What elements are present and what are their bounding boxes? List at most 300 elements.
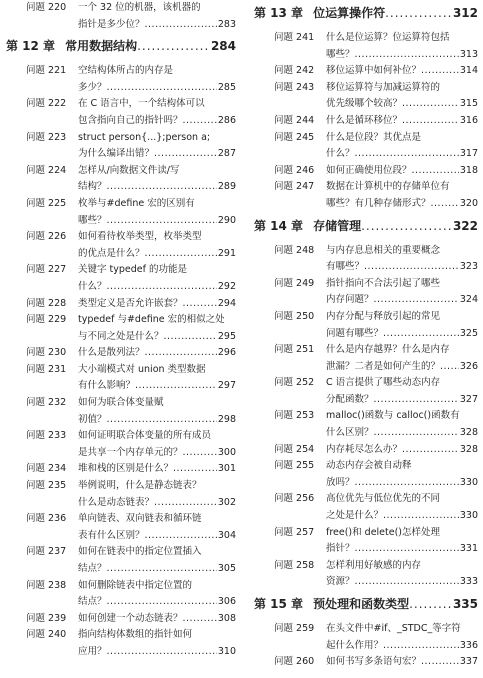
question-line: 结点？ [78, 563, 107, 574]
chapter-number: 第 14 章 [254, 218, 304, 233]
question-line: 单向链表、双向链表和循环链 [78, 513, 202, 525]
dot-leader [383, 326, 459, 343]
dot-leader [402, 442, 459, 459]
question-number: 问题 258 [274, 559, 315, 571]
question-text [326, 179, 478, 212]
page-number: 328 [459, 427, 478, 439]
page-number: 287 [217, 148, 236, 160]
question-text [326, 458, 478, 491]
question-line: 如何书写多条语句宏？ [326, 656, 422, 668]
entry-last-line [78, 412, 236, 429]
question-number: 问题 247 [274, 181, 315, 193]
chapter-title: 常用数据结构 [65, 39, 138, 54]
toc-entry[interactable] [254, 525, 478, 558]
dot-leader [107, 561, 217, 578]
entry-last-line [326, 292, 478, 309]
page-number: 300 [217, 446, 236, 458]
toc-entry[interactable] [6, 130, 236, 163]
dot-leader [135, 378, 217, 395]
page-number: 295 [217, 330, 236, 342]
toc-entry[interactable] [254, 442, 478, 459]
question-number: 问题 248 [274, 244, 315, 256]
question-number: 问题 238 [26, 579, 67, 591]
question-number: 问题 249 [274, 277, 315, 289]
question-text [326, 558, 478, 591]
question-line: struct person{...};person a; [78, 131, 211, 143]
question-line: 有什么影响？ [78, 380, 136, 392]
question-line: 怎样从/向数据文件读/写 [78, 164, 180, 176]
page-number: 296 [217, 347, 236, 359]
dot-leader [431, 196, 459, 213]
question-line: 如何创建一个动态链表？ [78, 612, 183, 624]
dot-leader [402, 113, 459, 130]
question-line: 如何看待枚举类型，枚举类型 [78, 231, 202, 243]
entry-last-line [78, 461, 236, 478]
question-number: 问题 242 [274, 65, 315, 77]
page-number: 291 [217, 247, 236, 259]
entry-last-line [326, 359, 478, 376]
entry-last-line [326, 508, 478, 525]
page-number: 310 [217, 645, 236, 657]
dot-leader [361, 219, 451, 233]
dot-leader [183, 611, 217, 628]
question-line: 堆和栈的区别是什么？ [78, 463, 174, 475]
question-number: 问题 239 [26, 612, 67, 624]
dot-leader [107, 279, 217, 296]
entry-last-line [326, 475, 478, 492]
entry-last-line [326, 638, 478, 655]
question-line: 什么？ [78, 280, 107, 292]
question-text [78, 478, 236, 511]
page-number: 313 [459, 48, 478, 60]
page-number: 315 [459, 98, 478, 110]
page-number: 318 [459, 164, 478, 176]
page-number: 283 [217, 18, 236, 30]
question-line: 多少？ [78, 81, 107, 93]
toc-entry[interactable] [254, 408, 478, 441]
dot-leader [107, 80, 217, 97]
toc-entry[interactable] [6, 312, 236, 345]
question-text [326, 113, 478, 130]
entry-last-line [326, 96, 478, 113]
question-text [78, 296, 236, 313]
dot-leader [409, 597, 451, 611]
page-number: 305 [217, 563, 236, 574]
question-line: malloc()函数与 calloc()函数有 [326, 410, 460, 422]
question-line: 分配函数？ [326, 393, 374, 405]
entry-last-line [326, 654, 478, 671]
question-number: 问题 231 [26, 363, 67, 375]
entry-last-line [78, 113, 236, 130]
toc-entry[interactable] [254, 113, 478, 130]
toc-entry[interactable] [6, 96, 236, 129]
dot-leader [154, 495, 217, 512]
question-number: 问题 256 [274, 493, 315, 505]
page-number: 328 [459, 443, 478, 455]
question-number: 问题 250 [274, 310, 315, 322]
question-number: 问题 244 [274, 114, 315, 126]
question-number: 问题 241 [274, 32, 315, 43]
toc-entry[interactable] [6, 296, 236, 313]
toc-entry[interactable] [254, 243, 478, 276]
toc-entry[interactable] [254, 558, 478, 591]
question-line: 结点？ [78, 596, 107, 608]
question-line: 在 C 语言中，一个结构体可以 [78, 98, 205, 110]
dot-leader [107, 644, 217, 661]
toc-entry[interactable] [6, 395, 236, 428]
question-line: 初值？ [78, 413, 107, 425]
question-line: 内存问题？ [326, 294, 374, 306]
page-number: 302 [217, 496, 236, 508]
question-line: 是共享一个内存单元的？ [78, 446, 183, 458]
question-line: 指针是多少位？ [78, 18, 145, 30]
toc-entry[interactable] [6, 428, 236, 461]
toc-column-right [254, 0, 478, 671]
question-line: 枚举与#define 宏的区别有 [78, 197, 195, 209]
question-number: 问题 234 [26, 463, 67, 475]
question-line: 内存分配与释放引起的常见 [326, 310, 441, 322]
question-number: 问题 259 [274, 623, 315, 634]
question-text [326, 63, 478, 80]
question-number: 问题 225 [26, 197, 67, 209]
question-line: 空结构体所占的内存是 [78, 65, 174, 77]
chapter-number: 第 15 章 [254, 597, 304, 611]
toc-entry[interactable] [254, 276, 478, 309]
question-text [326, 30, 478, 63]
question-text [78, 544, 236, 577]
question-line: 应用？ [78, 645, 107, 657]
question-text [78, 163, 236, 196]
page-number: 289 [217, 181, 236, 193]
toc-entry[interactable] [254, 179, 478, 212]
question-number: 问题 224 [26, 164, 67, 176]
toc-entry[interactable] [254, 342, 478, 375]
toc-entry[interactable] [6, 611, 236, 628]
question-line: 内存耗尽怎么办？ [326, 443, 403, 455]
question-line: 表有什么区别？ [78, 529, 145, 541]
toc-entry[interactable] [6, 544, 236, 577]
entry-last-line [78, 179, 236, 196]
question-number: 问题 222 [26, 98, 67, 110]
toc-entry[interactable] [254, 163, 478, 180]
entry-last-line [326, 541, 478, 558]
question-line: 哪些？ [78, 214, 107, 226]
question-text [78, 312, 236, 345]
dot-leader [412, 163, 459, 180]
question-line: 什么是散列法？ [78, 347, 145, 359]
page-number: 317 [459, 148, 478, 160]
question-line: 起什么作用？ [326, 639, 384, 651]
question-number: 问题 260 [274, 656, 315, 668]
dot-leader [355, 541, 459, 558]
question-line: 指针指向不合法引起了哪些 [326, 277, 441, 289]
question-line: 指针？ [326, 543, 355, 555]
dot-leader [374, 392, 459, 409]
entry-last-line [78, 561, 236, 578]
page-number: 312 [452, 6, 478, 20]
page-number: 316 [459, 114, 478, 126]
entry-last-line [78, 213, 236, 230]
page-number: 286 [217, 114, 236, 126]
toc-entry[interactable] [6, 627, 236, 660]
entry-last-line [326, 574, 478, 591]
entry-last-line [78, 378, 236, 395]
chapter-heading[interactable] [6, 37, 236, 59]
dot-leader [421, 654, 459, 671]
toc-entry[interactable] [6, 63, 236, 96]
entry-last-line [78, 611, 236, 628]
question-line: 动态内存会被自动释 [326, 460, 412, 472]
question-number: 问题 255 [274, 460, 315, 472]
question-text [326, 621, 478, 654]
toc-entry[interactable] [6, 578, 236, 611]
question-text [326, 342, 478, 375]
toc-entry[interactable] [254, 80, 478, 113]
chapter-title: 位运算操作符 [313, 6, 386, 20]
toc-entry[interactable] [254, 130, 478, 163]
question-text [78, 611, 236, 628]
question-line: 一个 32 位的机器，该机器的 [78, 2, 201, 13]
question-text [326, 408, 478, 441]
dot-leader [364, 259, 459, 276]
toc-entry[interactable] [6, 0, 236, 33]
question-line: 怎样利用好敏感的内存 [326, 559, 422, 571]
entry-last-line [326, 326, 478, 343]
page-number: 335 [452, 597, 478, 611]
question-number: 问题 245 [274, 131, 315, 143]
question-number: 问题 221 [26, 65, 67, 77]
dot-leader [107, 179, 217, 196]
question-text [78, 96, 236, 129]
dot-leader [383, 508, 459, 525]
question-text [78, 511, 236, 544]
question-number: 问题 223 [26, 131, 67, 143]
page-number: 301 [217, 463, 236, 475]
question-line: 有哪些？ [326, 261, 365, 273]
question-line: 数据在计算机中的存储单位有 [326, 181, 450, 193]
chapter-title: 预处理和函数类型 [313, 597, 410, 611]
question-line: 指向结构体数组的指针如何 [78, 629, 193, 641]
dot-leader [355, 47, 459, 64]
entry-last-line [78, 445, 236, 462]
entry-last-line [326, 146, 478, 163]
entry-last-line [326, 113, 478, 130]
question-line: 之处是什么？ [326, 510, 384, 522]
question-number: 问题 253 [274, 410, 315, 422]
toc-entry[interactable] [254, 621, 478, 654]
chapter-number: 第 13 章 [254, 6, 304, 20]
chapter-heading[interactable] [254, 4, 478, 26]
question-line: 哪些？ [326, 48, 355, 60]
entry-last-line [78, 279, 236, 296]
entry-last-line [78, 345, 236, 362]
entry-last-line [326, 63, 478, 80]
toc-entry[interactable] [6, 262, 236, 295]
question-text [326, 491, 478, 524]
question-number: 问题 246 [274, 164, 315, 176]
question-number: 问题 226 [26, 231, 67, 243]
toc-entry[interactable] [6, 478, 236, 511]
entry-last-line [326, 259, 478, 276]
dot-leader [145, 246, 217, 263]
question-line: 在头文件中#if、_STDC_等字符 [326, 623, 461, 634]
dot-leader [374, 425, 459, 442]
question-text [78, 578, 236, 611]
question-line: 关键字 typedef 的功能是 [78, 264, 187, 276]
entry-last-line [326, 442, 478, 459]
dot-leader [355, 475, 459, 492]
toc-entry[interactable] [6, 461, 236, 478]
page-number: 330 [459, 476, 478, 488]
question-number: 问题 254 [274, 443, 315, 455]
question-number: 问题 252 [274, 377, 315, 389]
question-text [326, 163, 478, 180]
question-text [326, 80, 478, 113]
toc-entry[interactable] [254, 458, 478, 491]
entry-last-line [78, 17, 236, 34]
question-text [78, 461, 236, 478]
question-number: 问题 235 [26, 480, 67, 492]
dot-leader [173, 461, 217, 478]
entry-last-line [78, 528, 236, 545]
question-line: 结构？ [78, 181, 107, 193]
question-text [78, 0, 236, 33]
question-line: 移位运算符与加减运算符的 [326, 81, 441, 93]
question-line: 的优点是什么？ [78, 247, 145, 259]
question-line: 什么是动态链表？ [78, 496, 155, 508]
question-line: 什么是内存越界？什么是内存 [326, 344, 450, 356]
page-number: 285 [217, 81, 236, 93]
question-line: 什么？ [326, 148, 355, 160]
question-text [78, 63, 236, 96]
page-number: 323 [459, 261, 478, 273]
page-number: 327 [459, 393, 478, 405]
chapter-number: 第 12 章 [6, 39, 56, 54]
entry-last-line [326, 47, 478, 64]
dot-leader [355, 146, 459, 163]
page-number: 331 [459, 543, 478, 555]
question-text [78, 196, 236, 229]
question-line: 类型定义是否允许嵌套？ [78, 297, 183, 309]
question-text [78, 395, 236, 428]
toc-entry[interactable] [6, 196, 236, 229]
page-number: 314 [459, 65, 478, 77]
page-number: 325 [459, 327, 478, 339]
page-number: 294 [217, 297, 236, 309]
question-text [78, 627, 236, 660]
question-line: 如何为联合体变量赋 [78, 397, 164, 409]
question-text [326, 276, 478, 309]
page-number: 336 [459, 639, 478, 651]
entry-last-line [326, 196, 478, 213]
dot-leader [183, 113, 217, 130]
question-text [78, 428, 236, 461]
question-line: 与不同之处是什么？ [78, 330, 164, 342]
question-line: typedef 与#define 宏的相似之处 [78, 314, 225, 326]
toc-entry[interactable] [6, 163, 236, 196]
dot-leader [183, 445, 217, 462]
question-line: 资源？ [326, 576, 355, 588]
question-line: 泄漏？二者是如何产生的？ [326, 360, 441, 372]
question-line: 什么是位段？其优点是 [326, 131, 422, 143]
question-line: 与内存息息相关的重要概念 [326, 244, 441, 256]
entry-last-line [78, 80, 236, 97]
dot-leader [383, 638, 459, 655]
dot-leader [137, 39, 209, 53]
toc-entry[interactable] [6, 362, 236, 395]
toc-entry[interactable] [254, 309, 478, 342]
entry-last-line [78, 594, 236, 611]
chapter-heading[interactable] [254, 595, 478, 617]
dot-leader [107, 412, 217, 429]
question-line: 移位运算中如何补位？ [326, 65, 422, 77]
question-text [326, 442, 478, 459]
question-number: 问题 232 [26, 397, 67, 409]
question-number: 问题 237 [26, 546, 67, 558]
page-number: 297 [217, 380, 236, 392]
toc-entry[interactable] [254, 63, 478, 80]
question-line: 哪些？有几种存储形式？ [326, 197, 431, 209]
question-text [326, 375, 478, 408]
page-number: 337 [459, 656, 478, 668]
entry-last-line [78, 146, 236, 163]
entry-last-line [78, 644, 236, 661]
toc-entry[interactable] [254, 375, 478, 408]
page-number: 308 [217, 612, 236, 624]
dot-leader [107, 594, 217, 611]
entry-last-line [326, 392, 478, 409]
question-line: 什么是位运算？位运算符包括 [326, 32, 450, 43]
question-line: C 语言提供了哪些动态内存 [326, 377, 441, 389]
page-number: 292 [217, 280, 236, 292]
entry-last-line [326, 163, 478, 180]
question-line: 包含指向自己的指针吗？ [78, 114, 183, 126]
question-line: 高位优先与低位优先的不同 [326, 493, 441, 505]
dot-leader [355, 574, 459, 591]
dot-leader [154, 146, 217, 163]
question-line: 如何正确使用位段？ [326, 164, 412, 176]
toc-entry[interactable] [6, 511, 236, 544]
question-text [326, 309, 478, 342]
question-number: 问题 228 [26, 297, 67, 309]
question-number: 问题 236 [26, 513, 67, 525]
toc-entry[interactable] [254, 30, 478, 63]
entry-last-line [78, 495, 236, 512]
question-line: 大小端模式对 union 类型数据 [78, 363, 206, 375]
question-line: 为什么编译出错？ [78, 148, 155, 160]
toc-entry[interactable] [254, 491, 478, 524]
chapter-title: 存储管理 [313, 218, 362, 233]
chapter-heading[interactable] [254, 217, 478, 239]
toc-entry[interactable] [254, 654, 478, 671]
question-line: 举例说明，什么是静态链表？ [78, 480, 202, 492]
page-number: 333 [459, 576, 478, 588]
question-line: 问题有哪些？ [326, 327, 384, 339]
dot-leader [164, 329, 217, 346]
dot-leader [145, 17, 217, 34]
toc-entry[interactable] [6, 345, 236, 362]
entry-last-line [78, 246, 236, 263]
dot-leader [183, 296, 217, 313]
question-line: 如何在链表中的指定位置插入 [78, 546, 202, 558]
page-number: 298 [217, 413, 236, 425]
entry-last-line [326, 425, 478, 442]
page-number: 290 [217, 214, 236, 226]
question-number: 问题 227 [26, 264, 67, 276]
toc-entry[interactable] [6, 229, 236, 262]
dot-leader [421, 63, 459, 80]
question-line: 放吗？ [326, 476, 355, 488]
